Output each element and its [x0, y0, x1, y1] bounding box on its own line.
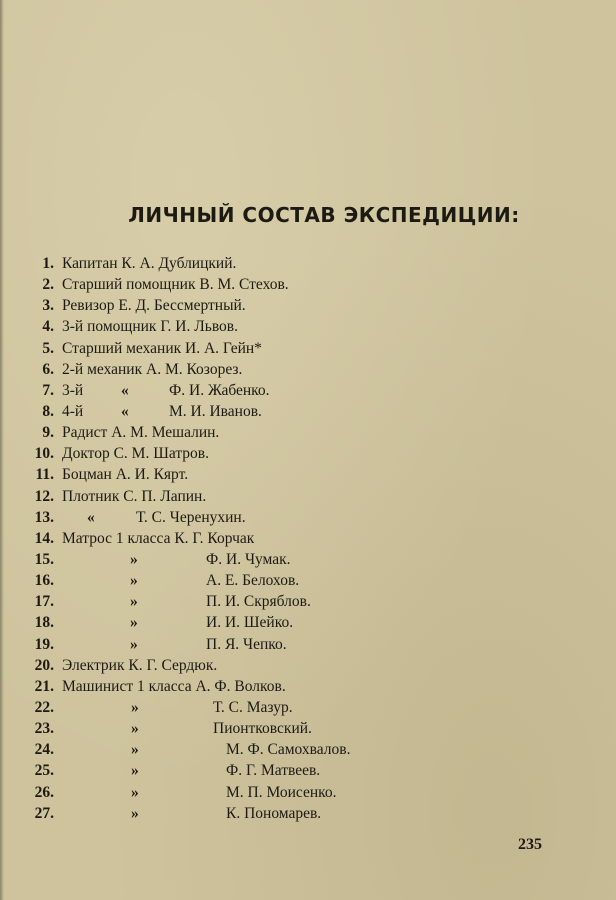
role: Плотник — [62, 487, 120, 505]
row-number: 17. — [34, 593, 54, 611]
roster-row — [0, 739, 616, 760]
row-number: 21. — [34, 677, 54, 695]
row-number: 11. — [35, 466, 54, 484]
row-number: 2. — [42, 276, 54, 294]
role: Ревизор — [62, 297, 115, 315]
row-text — [62, 676, 286, 697]
ditto-mark: » — [130, 593, 138, 611]
roster-row — [0, 803, 616, 824]
page-title: ЛИЧНЫЙ СОСТАВ ЭКСПЕДИЦИИ: — [128, 203, 520, 227]
row-number: 23. — [34, 720, 54, 738]
crew-name: А. Е. Белохов. — [206, 572, 300, 590]
crew-name: С. П. Лапин. — [123, 487, 207, 505]
roster-row — [0, 295, 616, 316]
row-number: 20. — [34, 656, 54, 674]
ditto-mark: » — [131, 804, 139, 822]
roster-row — [0, 359, 616, 380]
row-number: 14. — [34, 529, 54, 547]
ditto-mark: » — [130, 572, 138, 590]
row-text — [62, 338, 262, 359]
row-number: 10. — [34, 445, 54, 463]
ditto-mark: » — [131, 720, 139, 738]
roster-row — [0, 486, 616, 507]
role: Капитан — [62, 255, 118, 272]
row-number: 16. — [34, 572, 54, 590]
crew-name: И. А. Гейн* — [185, 339, 262, 357]
row-text — [62, 528, 254, 549]
roster-row — [0, 422, 616, 443]
roster-row — [0, 253, 616, 274]
row-text — [62, 422, 219, 443]
ditto-mark: » — [130, 614, 138, 632]
ditto-mark: » — [130, 550, 138, 568]
roster-row — [0, 570, 616, 591]
row-text — [62, 443, 209, 464]
roster-row — [0, 634, 616, 655]
role: Машинист 1 класса — [62, 677, 192, 695]
row-number: 7. — [42, 381, 54, 399]
role: Старший механик — [62, 339, 182, 357]
row-number: 1. — [42, 255, 54, 272]
crew-name: М. Ф. Самохвалов. — [226, 741, 351, 759]
crew-name: К. Пономарев. — [226, 804, 322, 822]
crew-name: П. И. Скряблов. — [206, 593, 311, 611]
crew-name: Е. Д. Бессмертный. — [118, 297, 246, 315]
roster-row — [0, 591, 616, 612]
row-text — [62, 655, 217, 676]
roster-row — [0, 316, 616, 337]
row-number: 26. — [34, 783, 54, 801]
role: 3-й помощник — [62, 318, 157, 336]
roster-row — [0, 507, 616, 528]
page-number: 235 — [518, 836, 542, 853]
roster-row — [0, 338, 616, 359]
crew-name: А. И. Кярт. — [115, 466, 189, 484]
ditto-mark: « — [121, 381, 129, 399]
row-text — [62, 274, 289, 295]
row-number: 12. — [34, 487, 54, 505]
crew-name: С. М. Шатров. — [113, 445, 209, 463]
row-number: 18. — [34, 614, 54, 632]
row-text — [62, 486, 206, 507]
crew-name: К. Г. Корчак — [174, 529, 255, 547]
roster-row — [0, 697, 616, 718]
roster-row — [0, 655, 616, 676]
crew-name: А. Ф. Волков. — [195, 677, 286, 695]
role: Боцман — [62, 466, 112, 484]
row-number: 15. — [34, 550, 54, 568]
role: Матрос 1 класса — [62, 529, 171, 547]
row-number: 4. — [42, 318, 54, 336]
ditto-mark: » — [131, 741, 139, 759]
row-text — [62, 359, 242, 380]
roster-row — [0, 528, 616, 549]
ditto-mark: » — [131, 783, 139, 801]
crew-name: М. П. Моисенко. — [226, 783, 337, 801]
crew-name: П. Я. Чепко. — [206, 635, 287, 653]
row-text — [62, 316, 238, 337]
row-number: 9. — [42, 424, 54, 442]
crew-name: Г. И. Львов. — [160, 318, 238, 336]
row-number: 25. — [34, 762, 54, 780]
ditto-mark: » — [131, 762, 139, 780]
role: Старший помощник — [62, 276, 196, 294]
crew-name: К. А. Дублицкий. — [121, 255, 237, 272]
roster-row — [0, 380, 616, 401]
ditto-mark: « — [87, 508, 95, 526]
crew-name: Ф. И. Жабенко. — [169, 381, 270, 399]
role: 2-й механик — [62, 360, 143, 378]
role: Электрик — [62, 656, 125, 674]
row-number: 19. — [34, 635, 54, 653]
row-number: 5. — [42, 339, 54, 357]
row-number: 8. — [42, 402, 54, 420]
crew-name: Т. С. Черенухин. — [136, 508, 246, 526]
crew-roster — [0, 253, 616, 824]
roster-row — [0, 464, 616, 485]
roster-row — [0, 443, 616, 464]
crew-name: В. М. Стехов. — [199, 276, 289, 294]
crew-name: Ф. И. Чумак. — [206, 550, 291, 568]
ditto-mark: » — [130, 635, 138, 653]
roster-row — [0, 782, 616, 803]
crew-name: М. И. Иванов. — [169, 402, 262, 420]
row-number: 6. — [42, 360, 54, 378]
roster-row — [0, 718, 616, 739]
row-text — [62, 295, 246, 316]
roster-row — [0, 760, 616, 781]
ditto-mark: « — [121, 402, 129, 420]
role: Доктор — [62, 445, 110, 463]
crew-name: А. М. Мешалин. — [111, 424, 220, 442]
role: 3-й — [62, 381, 84, 399]
roster-row — [0, 401, 616, 422]
crew-name: Ф. Г. Матвеев. — [226, 762, 321, 780]
ditto-mark: » — [131, 698, 139, 716]
roster-row — [0, 676, 616, 697]
row-number: 13. — [34, 508, 54, 526]
row-number: 3. — [42, 297, 54, 315]
crew-name: Пионтковский. — [213, 720, 312, 738]
role: 4-й — [62, 402, 84, 420]
roster-row — [0, 549, 616, 570]
row-text — [62, 253, 236, 274]
roster-row — [0, 274, 616, 295]
row-number: 22. — [34, 698, 54, 716]
crew-name: К. Г. Сердюк. — [128, 656, 218, 674]
role: Радист — [62, 424, 108, 442]
row-number: 27. — [34, 804, 54, 822]
row-text — [62, 464, 188, 485]
roster-row — [0, 612, 616, 633]
crew-name: Т. С. Мазур. — [213, 698, 293, 716]
crew-name: И. И. Шейко. — [206, 614, 294, 632]
crew-name: А. М. Козорез. — [146, 360, 243, 378]
row-number: 24. — [34, 741, 54, 759]
